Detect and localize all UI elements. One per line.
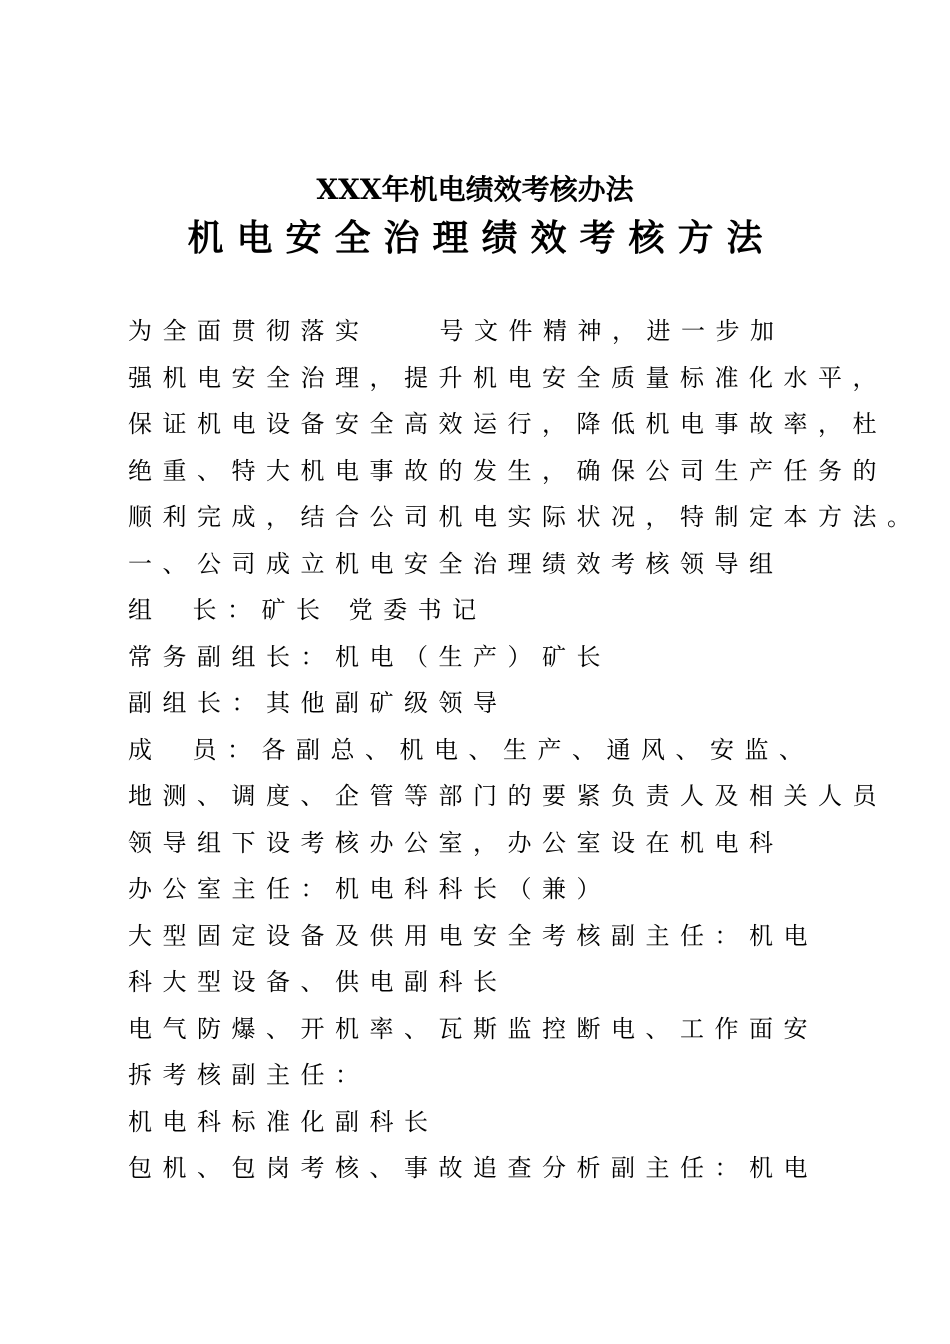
text-fragment: 员：各副总、机电、生产、通风、安监、 bbox=[192, 735, 814, 764]
document-subtitle: 机电安全治理绩效考核方法 bbox=[187, 217, 776, 259]
document-title: XXX年机电绩效考核办法 bbox=[316, 173, 634, 206]
paragraph-line: 领导组下设考核办公室，办公室设在机电科 bbox=[128, 828, 784, 857]
paragraph-line: 大型固定设备及供用电安全考核副主任：机电 bbox=[128, 921, 818, 950]
document-body bbox=[128, 308, 922, 1192]
paragraph-line bbox=[128, 727, 828, 774]
paragraph-line: 副组长：其他副矿级领导 bbox=[128, 689, 508, 717]
paragraph-line: 包机、包岗考核、事故追查分析副主任：机电 bbox=[128, 1154, 818, 1182]
text-fragment: 成 bbox=[128, 735, 163, 764]
text-fragment: 为全面贯彻落实 bbox=[128, 317, 370, 345]
paragraph-line: 绝重、特大机电事故的发生，确保公司生产任务的 bbox=[128, 456, 887, 485]
paragraph-line: 机电科标准化副科长 bbox=[128, 1107, 439, 1136]
paragraph-line: 拆考核副主任： bbox=[128, 1061, 370, 1089]
paragraph-line: 强机电安全治理，提升机电安全质量标准化水平， bbox=[128, 363, 887, 392]
text-fragment: 号文件精神，进一步加 bbox=[439, 317, 785, 345]
text-fragment: 组 bbox=[128, 596, 163, 624]
paragraph-line bbox=[128, 308, 828, 355]
section-heading: 一、公司成立机电安全治理绩效考核领导组 bbox=[128, 549, 784, 578]
paragraph-line: 电气防爆、开机率、瓦斯监控断电、工作面安 bbox=[128, 1014, 818, 1043]
paragraph-line: 保证机电设备安全高效运行，降低机电事故率，杜 bbox=[128, 410, 887, 438]
paragraph-line: 常务副组长：机电（生产）矿长 bbox=[128, 642, 611, 671]
paragraph-line: 办公室主任：机电科科长（兼） bbox=[128, 875, 611, 903]
paragraph-line: 顺利完成，结合公司机电实际状况，特制定本方法。 bbox=[128, 503, 922, 531]
paragraph-line: 地测、调度、企管等部门的要紧负责人及相关人员 bbox=[128, 782, 887, 810]
paragraph-line: 科大型设备、供电副科长 bbox=[128, 968, 508, 996]
paragraph-line bbox=[128, 587, 828, 634]
text-fragment: 长：矿长 党委书记 bbox=[192, 596, 487, 624]
